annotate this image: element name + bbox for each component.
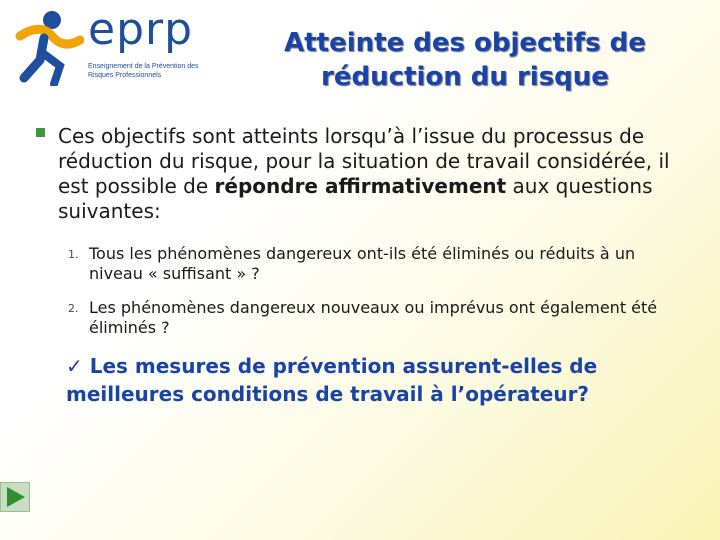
checkmark-icon: ✓: [66, 354, 83, 378]
logo-subtitle: Enseignement de la Prévention des Risques Professionnels: [88, 63, 199, 79]
eprp-logo: [14, 6, 204, 92]
play-icon: [1, 483, 29, 511]
list-item: [68, 298, 688, 338]
intro-text: [58, 124, 696, 224]
list-item-number: 2.: [68, 302, 79, 315]
intro-bullet: [36, 124, 696, 224]
slide-title-line-2: réduction du risque: [321, 62, 609, 92]
slide-title-line-1: Atteinte des objectifs de: [284, 28, 646, 58]
eprp-figure-icon: [14, 6, 84, 86]
slide-title: [232, 26, 698, 94]
intro-text-start: Ces objectifs sont atteints lorsqu’à l’issue du processus de réduction du risque, pour la situation de travail considérée, il est possible de: [58, 124, 670, 198]
list-item: [68, 244, 688, 284]
next-slide-button[interactable]: [0, 482, 30, 512]
intro-text-end: aux questions suivantes:: [58, 174, 653, 223]
emphasis-question: [66, 352, 686, 408]
questions-list: [68, 244, 688, 352]
list-item-text: Les phénomènes dangereux nouveaux ou imprévus ont également été éliminés ?: [89, 298, 658, 337]
emphasis-text: Les mesures de prévention assurent-elles de meilleures conditions de travail à l’opérateur?: [66, 354, 598, 406]
list-item-number: 1.: [68, 248, 79, 261]
list-item-text: Tous les phénomènes dangereux ont-ils été éliminés ou réduits à un niveau « suffisant » ?: [89, 244, 636, 283]
intro-text-bold: répondre affirmativement: [214, 174, 507, 198]
square-bullet-icon: [36, 128, 45, 137]
logo-wordmark: eprp: [88, 4, 194, 55]
